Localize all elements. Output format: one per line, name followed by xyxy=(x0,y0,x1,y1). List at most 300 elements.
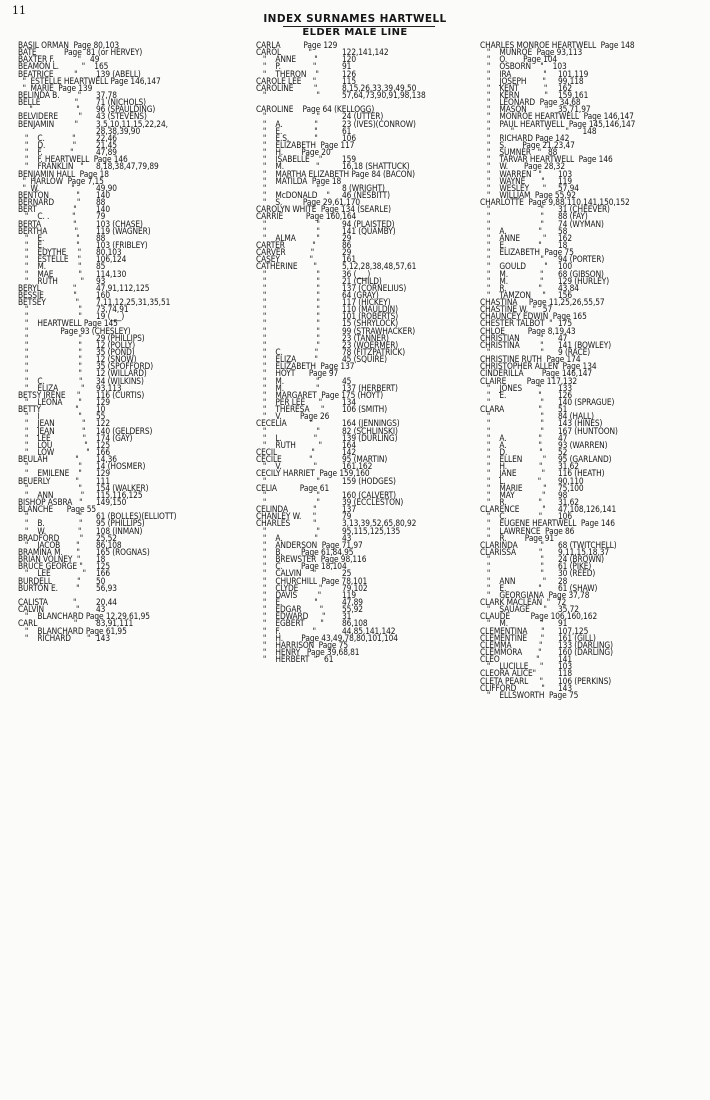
entry-pages: 80,103 xyxy=(96,248,122,259)
entry-name: " M. " xyxy=(256,376,320,387)
entry-pages: 8,18,38,47,79,89 xyxy=(96,162,159,173)
entry-name: " McDONALD " xyxy=(256,190,330,201)
entry-pages: 83,91,111 xyxy=(96,619,134,630)
entry-pages: 36 (___) xyxy=(342,269,371,280)
entry-pages: 103 xyxy=(558,169,572,180)
entry-name: " " xyxy=(256,476,320,487)
entry-name: " LEONARD Page 34,68 xyxy=(480,98,581,109)
entry-name: CLAUDE Page 106,160,162 xyxy=(480,612,598,623)
entry-name: BLANCHE Page 55 xyxy=(18,505,97,516)
entry-pages: 139 (ABELL) xyxy=(96,69,141,80)
entry-pages: 125 xyxy=(96,562,110,573)
entry-name: " A. " xyxy=(480,440,542,451)
entry-pages: 22,46 xyxy=(96,133,117,144)
entry-name: " " xyxy=(256,183,320,194)
entry-name: BERTA " xyxy=(18,219,77,230)
entry-name: " CALVIN " xyxy=(256,569,317,580)
entry-pages: 25,52 xyxy=(96,533,117,544)
entry-name: " C. Page 18,104 xyxy=(256,562,347,573)
entry-pages: 74 (WYMAN) xyxy=(558,219,604,230)
index-entry xyxy=(18,583,253,594)
entry-name: " M. " xyxy=(480,276,544,287)
entry-pages: 140 xyxy=(96,190,110,201)
entry-name: " LOU " xyxy=(18,440,88,451)
entry-name: " " xyxy=(480,562,544,573)
entry-name: " R. " xyxy=(480,283,542,294)
entry-name: BAXTER F. " 49 xyxy=(18,55,100,66)
entry-name: CHRISTINE RUTH Page 174 xyxy=(480,355,581,366)
entry-name: CECELIA " xyxy=(256,419,313,430)
entry-pages: 115,116,125 xyxy=(96,490,143,501)
entry-pages: 44,85,141,142 xyxy=(342,626,396,637)
entry-name: BASIL ORMAN Page 80,103 xyxy=(18,41,120,51)
entry-name: " " xyxy=(480,348,544,359)
entry-pages: 18 xyxy=(96,555,106,566)
entry-name: " MARTHA ELIZABETH Page 84 (BACON) xyxy=(256,169,415,180)
entry-name: " W. Page 28,32 xyxy=(480,162,565,173)
entry-name: " JOSEPH " xyxy=(480,76,546,87)
entry-pages: 99,118 xyxy=(558,76,584,87)
entry-name: " THERON " xyxy=(256,69,319,80)
entry-name: " THERESA " xyxy=(256,405,325,416)
entry-name: " LUCILLE " xyxy=(480,662,544,673)
entry-name: CINDERILLA Page 146,147 xyxy=(480,369,593,380)
entry-pages: 20,44 xyxy=(96,597,117,608)
entry-name: " V. Page 26 xyxy=(256,412,330,423)
entry-name: CHASTINE W. " 57 xyxy=(480,305,553,316)
entry-name: " MAE " xyxy=(18,269,82,280)
entry-pages: 133 (DARLING) xyxy=(558,640,613,651)
entry-name: " A. " xyxy=(256,533,318,544)
entry-name: CATHERINE " xyxy=(256,262,317,273)
entry-name: " " xyxy=(480,555,544,566)
entry-pages: 160 (DARLING) xyxy=(558,647,613,658)
entry-name: " H. " xyxy=(480,462,543,473)
entry-pages: 95 (MARTIN) xyxy=(342,455,388,466)
entry-pages: 61 (PIKE) xyxy=(558,562,592,573)
entry-pages: 9 (RACE) xyxy=(558,348,591,359)
entry-pages: 99 (STRAWHACKER) xyxy=(342,326,416,337)
entry-pages: 94 (PORTER) xyxy=(558,255,605,266)
entry-name: " R. Page 91 xyxy=(480,533,555,544)
entry-name: " A. " xyxy=(480,226,542,237)
entry-name: BRUCE GEORGE " xyxy=(18,562,83,573)
entry-name: " " xyxy=(256,276,320,287)
entry-name: " LAWRENCE Page 86 xyxy=(480,526,575,537)
entry-pages: 159,161 xyxy=(558,90,589,101)
entry-name: BETTY " xyxy=(18,405,79,416)
entry-name: " " xyxy=(480,212,544,223)
entry-pages: 141 (QUAMBY) xyxy=(342,226,396,237)
entry-pages: 45 xyxy=(342,376,352,387)
entry-pages: 61 xyxy=(342,126,352,137)
entry-name: CAROLINE " xyxy=(256,83,318,94)
entry-pages: 126 xyxy=(342,69,356,80)
entry-name: CARLA Page 129 xyxy=(256,41,338,51)
entry-pages: 137 xyxy=(342,505,356,516)
entry-name: " " xyxy=(480,255,544,266)
entry-name: " " xyxy=(18,333,82,344)
entry-name: CLAIRE Page 117,132 xyxy=(480,376,578,387)
entry-name: " B. " xyxy=(18,519,83,530)
entry-pages: 25 xyxy=(342,569,352,580)
entry-name: " " xyxy=(256,298,320,309)
entry-name: " LEONA " xyxy=(18,398,82,409)
entry-pages: 95,115,125,135 xyxy=(342,526,401,537)
entry-pages: 9,11,15,18,37 xyxy=(558,547,610,558)
entry-pages: 129 xyxy=(96,469,110,480)
entry-name: " E. " xyxy=(256,597,318,608)
entry-name: " ELIZABETH Page 137 xyxy=(256,362,355,373)
entry-name: " SUMNER " 88 xyxy=(480,148,558,159)
entry-name: CELIA Page 61 xyxy=(256,483,330,494)
entry-name: " " xyxy=(18,340,82,351)
entry-pages: 12 (SNOW) xyxy=(96,355,137,366)
entry-pages: 23 (IVES)(CONROW) xyxy=(342,119,416,130)
entry-pages: 85 xyxy=(96,262,106,273)
entry-pages: 141 (BOWLEY) xyxy=(558,340,612,351)
entry-pages: 84 (HALL) xyxy=(558,412,594,423)
entry-name: " D. " xyxy=(18,140,77,151)
entry-name: CALISTA " xyxy=(18,597,77,608)
entry-pages: 10 xyxy=(96,405,106,416)
entry-name: CHLOE Page 8,19,43 xyxy=(480,326,576,337)
entry-name: " " xyxy=(256,340,320,351)
entry-pages: 161 (GILL) xyxy=(558,633,596,644)
entry-name: " O. Page 104 xyxy=(480,55,558,66)
entry-pages: 119 xyxy=(558,176,572,187)
entry-pages: 106 (SMITH) xyxy=(342,405,388,416)
entry-pages: 119 xyxy=(342,590,356,601)
entry-name: " " xyxy=(18,512,82,523)
entry-name: " ALMA " xyxy=(256,233,320,244)
entry-pages: 16,18 (SHATTUCK) xyxy=(342,162,410,173)
entry-pages: 162 xyxy=(558,233,572,244)
entry-pages: 111 xyxy=(96,476,110,487)
entry-name: " HENRY Page 39,68,81 xyxy=(256,647,360,658)
entry-name: " JACOB " xyxy=(18,540,80,551)
entry-name: " I " xyxy=(18,412,82,423)
entry-name: " HOYT Page 97 xyxy=(256,369,339,380)
entry-name: " EDYTHE " xyxy=(18,248,82,259)
entry-name: BEULAH " xyxy=(18,455,79,466)
entry-pages: 52 xyxy=(558,448,568,459)
entry-name: " IRA " xyxy=(480,69,547,80)
entry-name: " CLYDE " xyxy=(256,583,323,594)
entry-name: " C. " xyxy=(256,348,319,359)
entry-pages: 3,13,39,52,65,80,92 xyxy=(342,519,417,530)
entry-pages: 57,94 xyxy=(558,183,579,194)
entry-name: BELINDA B. " xyxy=(18,90,82,101)
entry-pages: 29 xyxy=(342,233,352,244)
entry-pages: 78 (FITZPATRICK) xyxy=(342,348,406,359)
entry-pages: 45 (SQUIRE) xyxy=(342,355,387,366)
entry-name: " DAVIS " xyxy=(256,590,322,601)
entry-pages: 49,90 xyxy=(96,183,117,194)
entry-name: CLEO " xyxy=(480,655,540,666)
entry-pages: 114,130 xyxy=(96,269,127,280)
entry-name: " ANNE " xyxy=(480,233,547,244)
entry-name: " A. " xyxy=(480,433,542,444)
entry-name: " " xyxy=(480,412,544,423)
entry-name: " S. Page 21,23,47 xyxy=(480,140,575,151)
entry-name: CHAUNCEY EDWIN Page 165 xyxy=(480,312,587,323)
entry-name: " " xyxy=(480,569,544,580)
entry-pages: 24 (UTTER) xyxy=(342,112,384,123)
entry-pages: 86,108 xyxy=(342,619,368,630)
entry-name: " " xyxy=(256,526,320,537)
entry-pages: 101 (ROBERTS) xyxy=(342,312,399,323)
entry-pages: 31 xyxy=(342,612,352,623)
entry-name: " RUTH " xyxy=(256,440,323,451)
entry-pages: 86,108 xyxy=(96,540,122,551)
entry-name: " " xyxy=(256,319,320,330)
entry-name: " WARREN " xyxy=(480,169,542,180)
index-entry xyxy=(256,657,491,664)
entry-name: BERT " xyxy=(18,205,77,216)
entry-name: " M. " xyxy=(256,162,320,173)
entry-pages: 31 (CHEEVER) xyxy=(558,205,610,216)
entry-name: CAROLE LEE " xyxy=(256,76,317,87)
entry-name: CHRISTOPHER ALLEN Page 134 xyxy=(480,362,597,373)
entry-pages: 110 (MAULDIN) xyxy=(342,305,398,316)
entry-name: " CHURCHILL Page 78,101 xyxy=(256,576,368,587)
entry-pages: 140 (GELDERS) xyxy=(96,426,153,437)
entry-pages: 86 xyxy=(342,240,352,251)
entry-name: " MARIE Page 139 xyxy=(18,83,93,94)
entry-pages: 161,162 xyxy=(342,462,373,473)
entry-name: CAROLINE Page 64 (KELLOGG) xyxy=(256,105,375,116)
entry-pages: 82 (SCHLINSKI) xyxy=(342,426,398,437)
index-entry xyxy=(480,690,708,701)
entry-name: " " xyxy=(256,219,320,230)
entry-pages: 57,64,73,90,91,98,138 xyxy=(342,90,426,101)
entry-name: BETSEY " xyxy=(18,298,79,309)
entry-name: " EMILENE " xyxy=(18,469,82,480)
entry-pages: 154 (WALKER) xyxy=(96,483,149,494)
page-title: INDEX SURNAMES HARTWELL xyxy=(263,13,447,25)
entry-name: BEUERLY " xyxy=(18,476,79,487)
entry-pages: 43 xyxy=(342,533,352,544)
entry-pages: 28,38,39,90 xyxy=(96,126,141,137)
entry-pages: 103 (FRIBLEY) xyxy=(96,240,148,251)
entry-name: CLEMENTINE " xyxy=(480,633,545,644)
entry-name: " MAY " xyxy=(480,490,546,501)
entry-name: CLARK MACLEAN " 72 xyxy=(480,597,567,608)
entry-name: " " xyxy=(256,269,320,280)
entry-name: " PER LEE " xyxy=(256,398,323,409)
entry-pages: 34 (WILKINS) xyxy=(96,376,144,387)
entry-pages: 149,150 xyxy=(96,498,127,508)
entry-name: " A. " xyxy=(256,119,318,130)
entry-pages: 12 (WILLARD) xyxy=(96,369,147,380)
entry-name: " C. " xyxy=(480,512,543,523)
entry-name: " SAUAGE " xyxy=(480,605,547,616)
entry-pages: 164 (JENNINGS) xyxy=(342,419,400,430)
entry-pages: 156 xyxy=(558,290,572,301)
entry-name: " R. " xyxy=(480,498,542,508)
entry-pages: 14,36 xyxy=(96,455,117,466)
entry-pages: 8,15,26,33,39,49,50 xyxy=(342,83,417,94)
entry-pages: 8 (WRIGHT) xyxy=(342,183,385,194)
entry-name: " C. " xyxy=(18,133,76,144)
entry-pages: 58 xyxy=(558,226,568,237)
entry-name: " ELIZA " xyxy=(18,383,85,394)
index-column-1 xyxy=(18,43,253,643)
entry-pages: 75,100 xyxy=(558,483,584,494)
entry-name: " M. " xyxy=(18,262,82,273)
entry-pages: 64 (GRAY) xyxy=(342,290,379,301)
entry-name: " WAYNE " xyxy=(480,176,545,187)
entry-name: " " xyxy=(256,226,320,237)
entry-name: " H. Page 43,49,78,80,101,104 xyxy=(256,633,398,644)
entry-name: " ELIZABETH Page 75 xyxy=(480,248,574,259)
entry-pages: 3,5,10,11,15,22,24, xyxy=(96,119,168,130)
entry-name: CHARLES " xyxy=(256,519,317,530)
entry-pages: 29 xyxy=(342,248,352,259)
entry-name: " H. Page 20 xyxy=(256,148,331,159)
entry-pages: 21,45 xyxy=(96,140,117,151)
entry-pages: 101,119 xyxy=(558,69,589,80)
entry-name: CLETA PEARL " xyxy=(480,676,544,687)
entry-name: " BLANCHARD Page 61,95 xyxy=(18,626,127,637)
entry-name: BRAMINA M. " xyxy=(18,547,80,558)
entry-name: " ANDERSON Page 71,97 xyxy=(256,540,363,551)
entry-pages: 140 xyxy=(96,205,110,216)
entry-pages: 106,124 xyxy=(96,255,127,266)
entry-name: " HARLOW Page 7,15 xyxy=(18,176,104,187)
entry-name: " ISABELLE " xyxy=(256,155,323,166)
entry-pages: 166 xyxy=(96,569,110,580)
entry-name: " BLANCHARD Page 12,29,61,95 xyxy=(18,612,150,623)
entry-pages: 174 (GAY) xyxy=(96,433,133,444)
entry-name: " V. " xyxy=(256,462,318,473)
entry-name: BERYL " xyxy=(18,283,77,294)
entry-name: BATE Page 81 (or HERVEY) xyxy=(18,48,143,59)
entry-name: " ESTELLE HEARTWELL Page 146,147 xyxy=(18,76,161,87)
entry-name: CAROLYN WHITE Page 134 (SEARLE) xyxy=(256,205,391,216)
entry-name: BERNARD " xyxy=(18,198,81,209)
entry-pages: 47,89 xyxy=(342,597,363,608)
entry-name: CHANLEY W. " xyxy=(256,512,317,523)
entry-name: " ELIZABETH Page 117 xyxy=(256,140,355,151)
entry-name: " RICHARD " xyxy=(18,633,91,644)
entry-name: " ANN " xyxy=(480,576,547,587)
entry-name: " MARGARET Page 175 (HOYT) xyxy=(256,390,384,401)
entry-name: " L. " xyxy=(480,476,542,487)
entry-name: " " xyxy=(480,205,544,216)
entry-pages: 35 (POND) xyxy=(96,348,135,359)
entry-name: " " xyxy=(480,419,544,430)
entry-name: " " xyxy=(256,426,320,437)
entry-name: " RICHARD Page 142 xyxy=(480,133,570,144)
entry-pages: 133 xyxy=(558,383,572,394)
entry-name: " MARIE " xyxy=(480,483,547,494)
entry-name: " " xyxy=(18,305,82,316)
entry-name: BEATRICE " xyxy=(18,69,78,80)
entry-pages: 73,74,91 xyxy=(96,305,129,316)
entry-name: " " xyxy=(256,490,320,501)
entry-pages: 96 (SPAULDING) xyxy=(96,105,156,116)
entry-name: CHARLOTTE Page 9,88,110,141,150,152 xyxy=(480,198,630,209)
entry-pages: 107,125 xyxy=(558,626,589,637)
entry-name: BENTON " xyxy=(18,190,80,201)
entry-pages: 61 (SHAW) xyxy=(558,583,598,594)
entry-name: " F. HEARTWELL Page 146 xyxy=(18,155,128,166)
entry-name: BRADFORD " xyxy=(18,533,84,544)
entry-name: " " xyxy=(256,112,320,123)
entry-pages: 166 xyxy=(96,448,110,459)
entry-pages: 103 (CHASE) xyxy=(96,219,143,230)
entry-name: " B. Page 61,84,95 xyxy=(256,547,354,558)
entry-pages: 115 xyxy=(342,76,356,87)
entry-name: " MASON " xyxy=(480,105,549,116)
entry-pages: 79 xyxy=(342,512,352,523)
entry-name: CLARENCE " xyxy=(480,505,546,516)
entry-name: " " xyxy=(18,105,80,116)
entry-name: " WILLIAM Page 55,92 xyxy=(480,190,576,201)
entry-name: CHARLES MONROE HEARTWELL Page 148 xyxy=(480,41,635,51)
entry-pages: 140 (SPRAGUE) xyxy=(558,398,615,409)
entry-name: CARTER " xyxy=(256,240,316,251)
entry-name: BELLE " xyxy=(18,98,79,109)
entry-name: " E. " xyxy=(480,240,542,251)
entry-name: " ELLSWORTH Page 75 xyxy=(480,690,579,701)
page-number: 11 xyxy=(12,4,26,17)
entry-pages: 46 (NESBITT) xyxy=(342,190,390,201)
entry-pages: 143 xyxy=(96,633,110,644)
entry-name: " GOULD " xyxy=(480,262,548,273)
entry-name: " P. " xyxy=(256,62,317,73)
entry-pages: 125 xyxy=(96,440,110,451)
entry-pages: 159 xyxy=(342,155,356,166)
entry-pages: 56,93 xyxy=(96,583,117,594)
entry-name: CHESTER TALBOT " xyxy=(480,319,553,330)
entry-pages: 137 (HERBERT) xyxy=(342,383,398,394)
entry-name: CLEMMA " xyxy=(480,640,543,651)
entry-name: " " xyxy=(256,312,320,323)
entry-name: " OSBORN " 103 xyxy=(480,62,567,73)
entry-name: " LEE " xyxy=(18,433,87,444)
entry-name: BETSY IRENE " xyxy=(18,390,81,401)
entry-pages: 129 (HURLEY) xyxy=(558,276,610,287)
index-entry xyxy=(18,633,253,644)
entry-pages: 28 xyxy=(558,576,568,587)
entry-pages: 137 (CORNELIUS) xyxy=(342,283,407,294)
entry-name: " MATILDA Page 18 xyxy=(256,176,342,187)
entry-name: " JEAN " xyxy=(18,426,86,437)
entry-pages: 116 (HEATH) xyxy=(558,469,605,480)
entry-pages: 43 xyxy=(96,605,106,616)
entry-pages: 50 xyxy=(96,576,106,587)
entry-pages: 116 (CURTIS) xyxy=(96,390,145,401)
entry-name: CAROL " xyxy=(256,48,312,59)
entry-name: " E. " xyxy=(480,583,542,594)
entry-name: CLARINDA " xyxy=(480,540,544,551)
entry-pages: 79 xyxy=(96,212,106,223)
entry-pages: 98 xyxy=(558,490,568,501)
entry-pages: 93 xyxy=(96,276,106,287)
entry-pages: 139 (DURLING) xyxy=(342,433,398,444)
index-entry xyxy=(256,90,491,101)
entry-pages: 164 xyxy=(342,440,356,451)
entry-name: " " xyxy=(18,312,82,323)
entry-pages: 106 xyxy=(342,133,356,144)
entry-name: " " xyxy=(480,398,544,409)
index-column-3 xyxy=(480,43,708,700)
entry-pages: 94 (PLAISTED) xyxy=(342,219,395,230)
index-column-2 xyxy=(256,43,491,664)
